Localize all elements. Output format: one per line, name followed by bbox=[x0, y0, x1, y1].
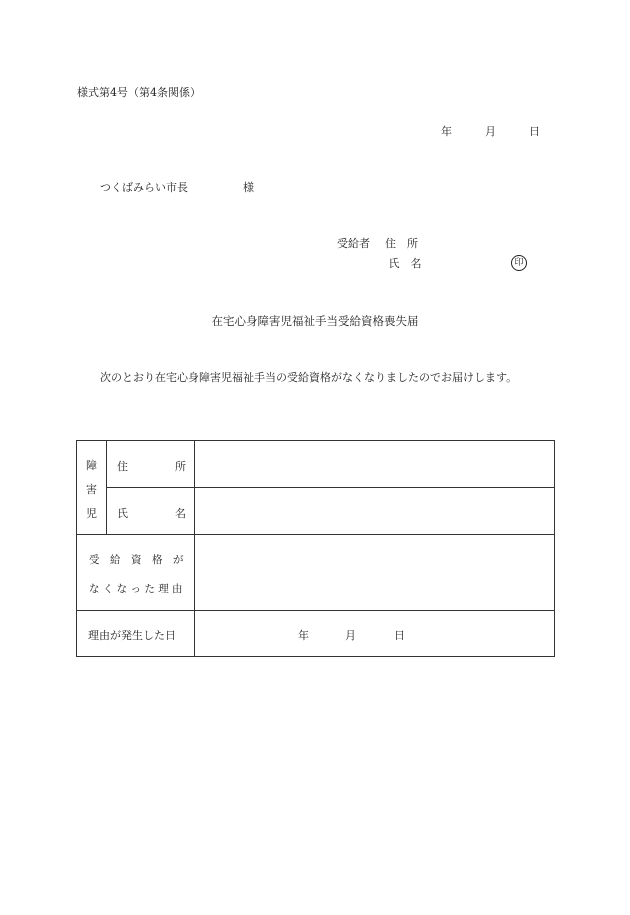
occurrence-month-label: 月 bbox=[345, 629, 356, 642]
applicant-address-label: 住 所 bbox=[385, 237, 418, 250]
form-number: 様式第4号（第4条関係） bbox=[77, 86, 201, 99]
reason-field[interactable] bbox=[195, 535, 554, 610]
occurrence-day-label: 日 bbox=[394, 629, 405, 642]
applicant-block bbox=[337, 236, 422, 276]
addressee bbox=[100, 179, 254, 195]
child-address-label-1: 住 bbox=[117, 460, 128, 473]
child-name-field[interactable] bbox=[195, 488, 554, 534]
applicant-name-label: 氏 名 bbox=[388, 257, 422, 270]
occurrence-date-label: 理由が発生した日 bbox=[88, 629, 176, 642]
occurrence-date-field[interactable] bbox=[195, 611, 554, 656]
date-day-label: 日 bbox=[529, 125, 540, 138]
child-name-label-1: 氏 bbox=[117, 507, 128, 520]
occurrence-year-label: 年 bbox=[298, 629, 309, 642]
addressee-name: つくばみらい市長 bbox=[100, 181, 188, 194]
group-label-2: 害 bbox=[86, 483, 97, 496]
child-name-label-2: 名 bbox=[175, 507, 186, 520]
body-text: 次のとおり在宅心身障害児福祉手当の受給資格がなくなりましたのでお届けします。 bbox=[100, 371, 518, 384]
group-label-3: 児 bbox=[86, 507, 97, 520]
reason-label-line1: 受 給 資 格 が bbox=[89, 554, 184, 566]
form-table bbox=[76, 440, 555, 657]
applicant-role: 受給者 bbox=[337, 237, 370, 250]
addressee-honorific: 様 bbox=[243, 181, 254, 194]
date-year-label: 年 bbox=[441, 125, 452, 138]
reason-label-line2: な く な っ た 理 由 bbox=[89, 583, 183, 595]
date-month-label: 月 bbox=[485, 125, 496, 138]
seal-mark: 印 bbox=[511, 255, 527, 271]
submission-date bbox=[441, 123, 540, 139]
child-address-field[interactable] bbox=[195, 441, 554, 487]
child-address-label-2: 所 bbox=[175, 460, 186, 473]
document-title: 在宅心身障害児福祉手当受給資格喪失届 bbox=[211, 314, 419, 328]
group-label-1: 障 bbox=[86, 459, 97, 472]
